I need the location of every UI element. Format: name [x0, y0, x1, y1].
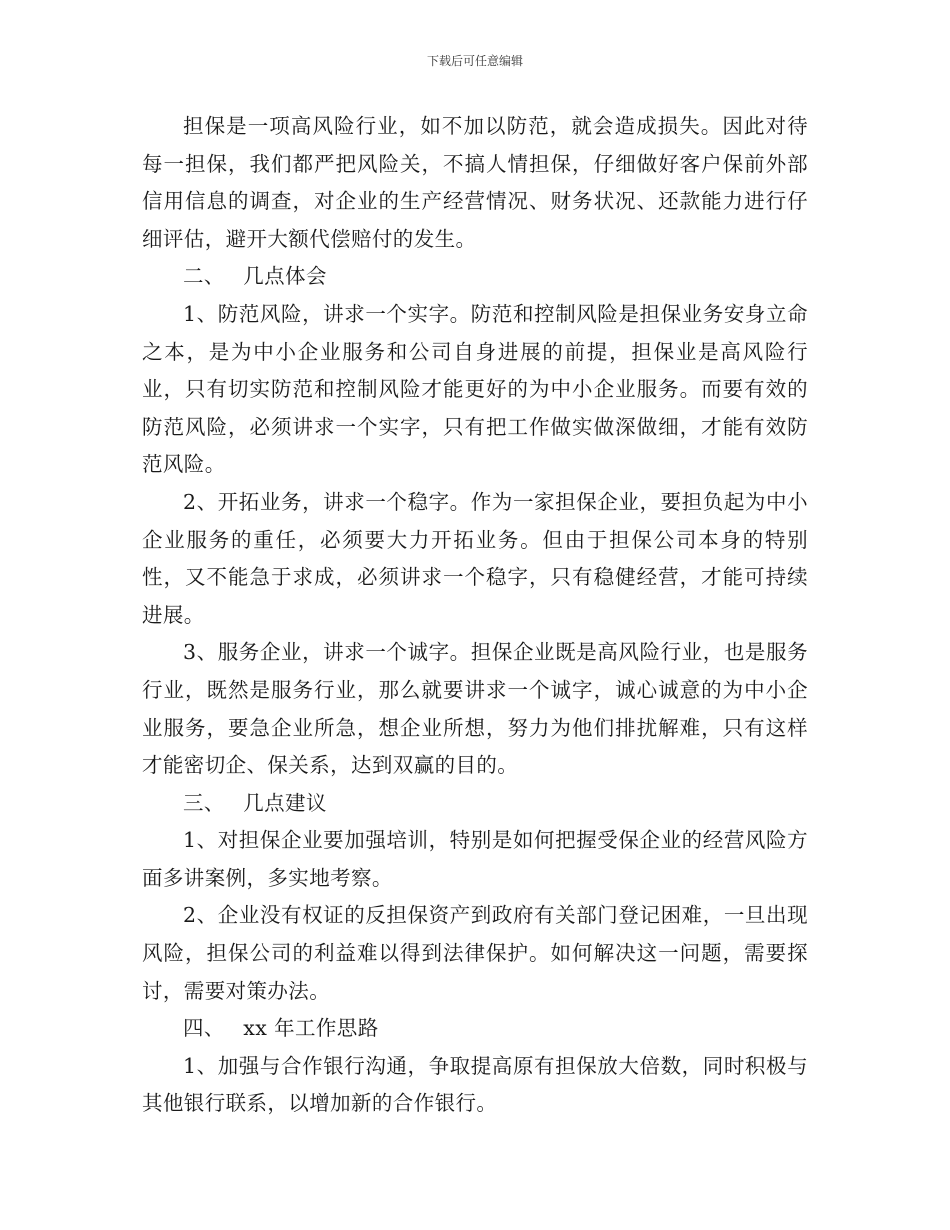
section-number: 二、 [183, 264, 225, 289]
section-title: 几点建议 [243, 790, 327, 815]
paragraph-suggestion-2: 2、企业没有权证的反担保资产到政府有关部门登记困难，一旦出现风险，担保公司的利益难以得到法律保护。如何解决这一问题，需要探讨，需要对策办法。 [142, 903, 808, 1003]
paragraph-work-plan-1: 1、加强与合作银行沟通，争取提高原有担保放大倍数，同时积极与其他银行联系，以增加新的合作银行。 [142, 1053, 808, 1116]
section-heading-work-plan [142, 1010, 808, 1048]
paragraph-suggestion-1: 1、对担保企业要加强培训，特别是如何把握受保企业的经营风险方面多讲案例，多实地考察。 [142, 828, 808, 890]
section-title: xx 年工作思路 [243, 1016, 379, 1041]
paragraph-experience-1: 1、防范风险，讲求一个实字。防范和控制风险是担保业务安身立命之本，是为中小企业服务和公司自身进展的前提，担保业是高风险行业，只有切实防范和控制风险才能更好的为中小企业服务。而要有效的防范风险，必须讲求一个实字，只有把工作做实做深做细，才能有效防范风险。 [142, 301, 808, 477]
document-body [142, 108, 808, 1123]
section-number: 三、 [183, 790, 225, 815]
paragraph-experience-2: 2、开拓业务，讲求一个稳字。作为一家担保企业，要担负起为中小企业服务的重任，必须要大力开拓业务。但由于担保公司本身的特别性，又不能急于求成，必须讲求一个稳字，只有稳健经营，才能可持续进展。 [142, 489, 808, 627]
section-heading-suggestions [142, 785, 808, 823]
section-heading-experience [142, 258, 808, 296]
paragraph-experience-3: 3、服务企业，讲求一个诚字。担保企业既是高风险行业，也是服务行业，既然是服务行业，那么就要讲求一个诚字，诚心诚意的为中小企业服务，要急企业所急，想企业所想，努力为他们排扰解难，只有这样才能密切企、保关系，达到双赢的目的。 [142, 640, 808, 778]
section-number: 四、 [183, 1016, 225, 1041]
paragraph-risk-control: 担保是一项高风险行业，如不加以防范，就会造成损失。因此对待每一担保，我们都严把风险关，不搞人情担保，仔细做好客户保前外部信用信息的调查，对企业的生产经营情况、财务状况、还款能力进行仔细评估，避开大额代偿赔付的发生。 [142, 114, 808, 251]
section-title: 几点体会 [243, 264, 327, 289]
page-header-note: 下载后可任意编辑 [426, 54, 523, 68]
